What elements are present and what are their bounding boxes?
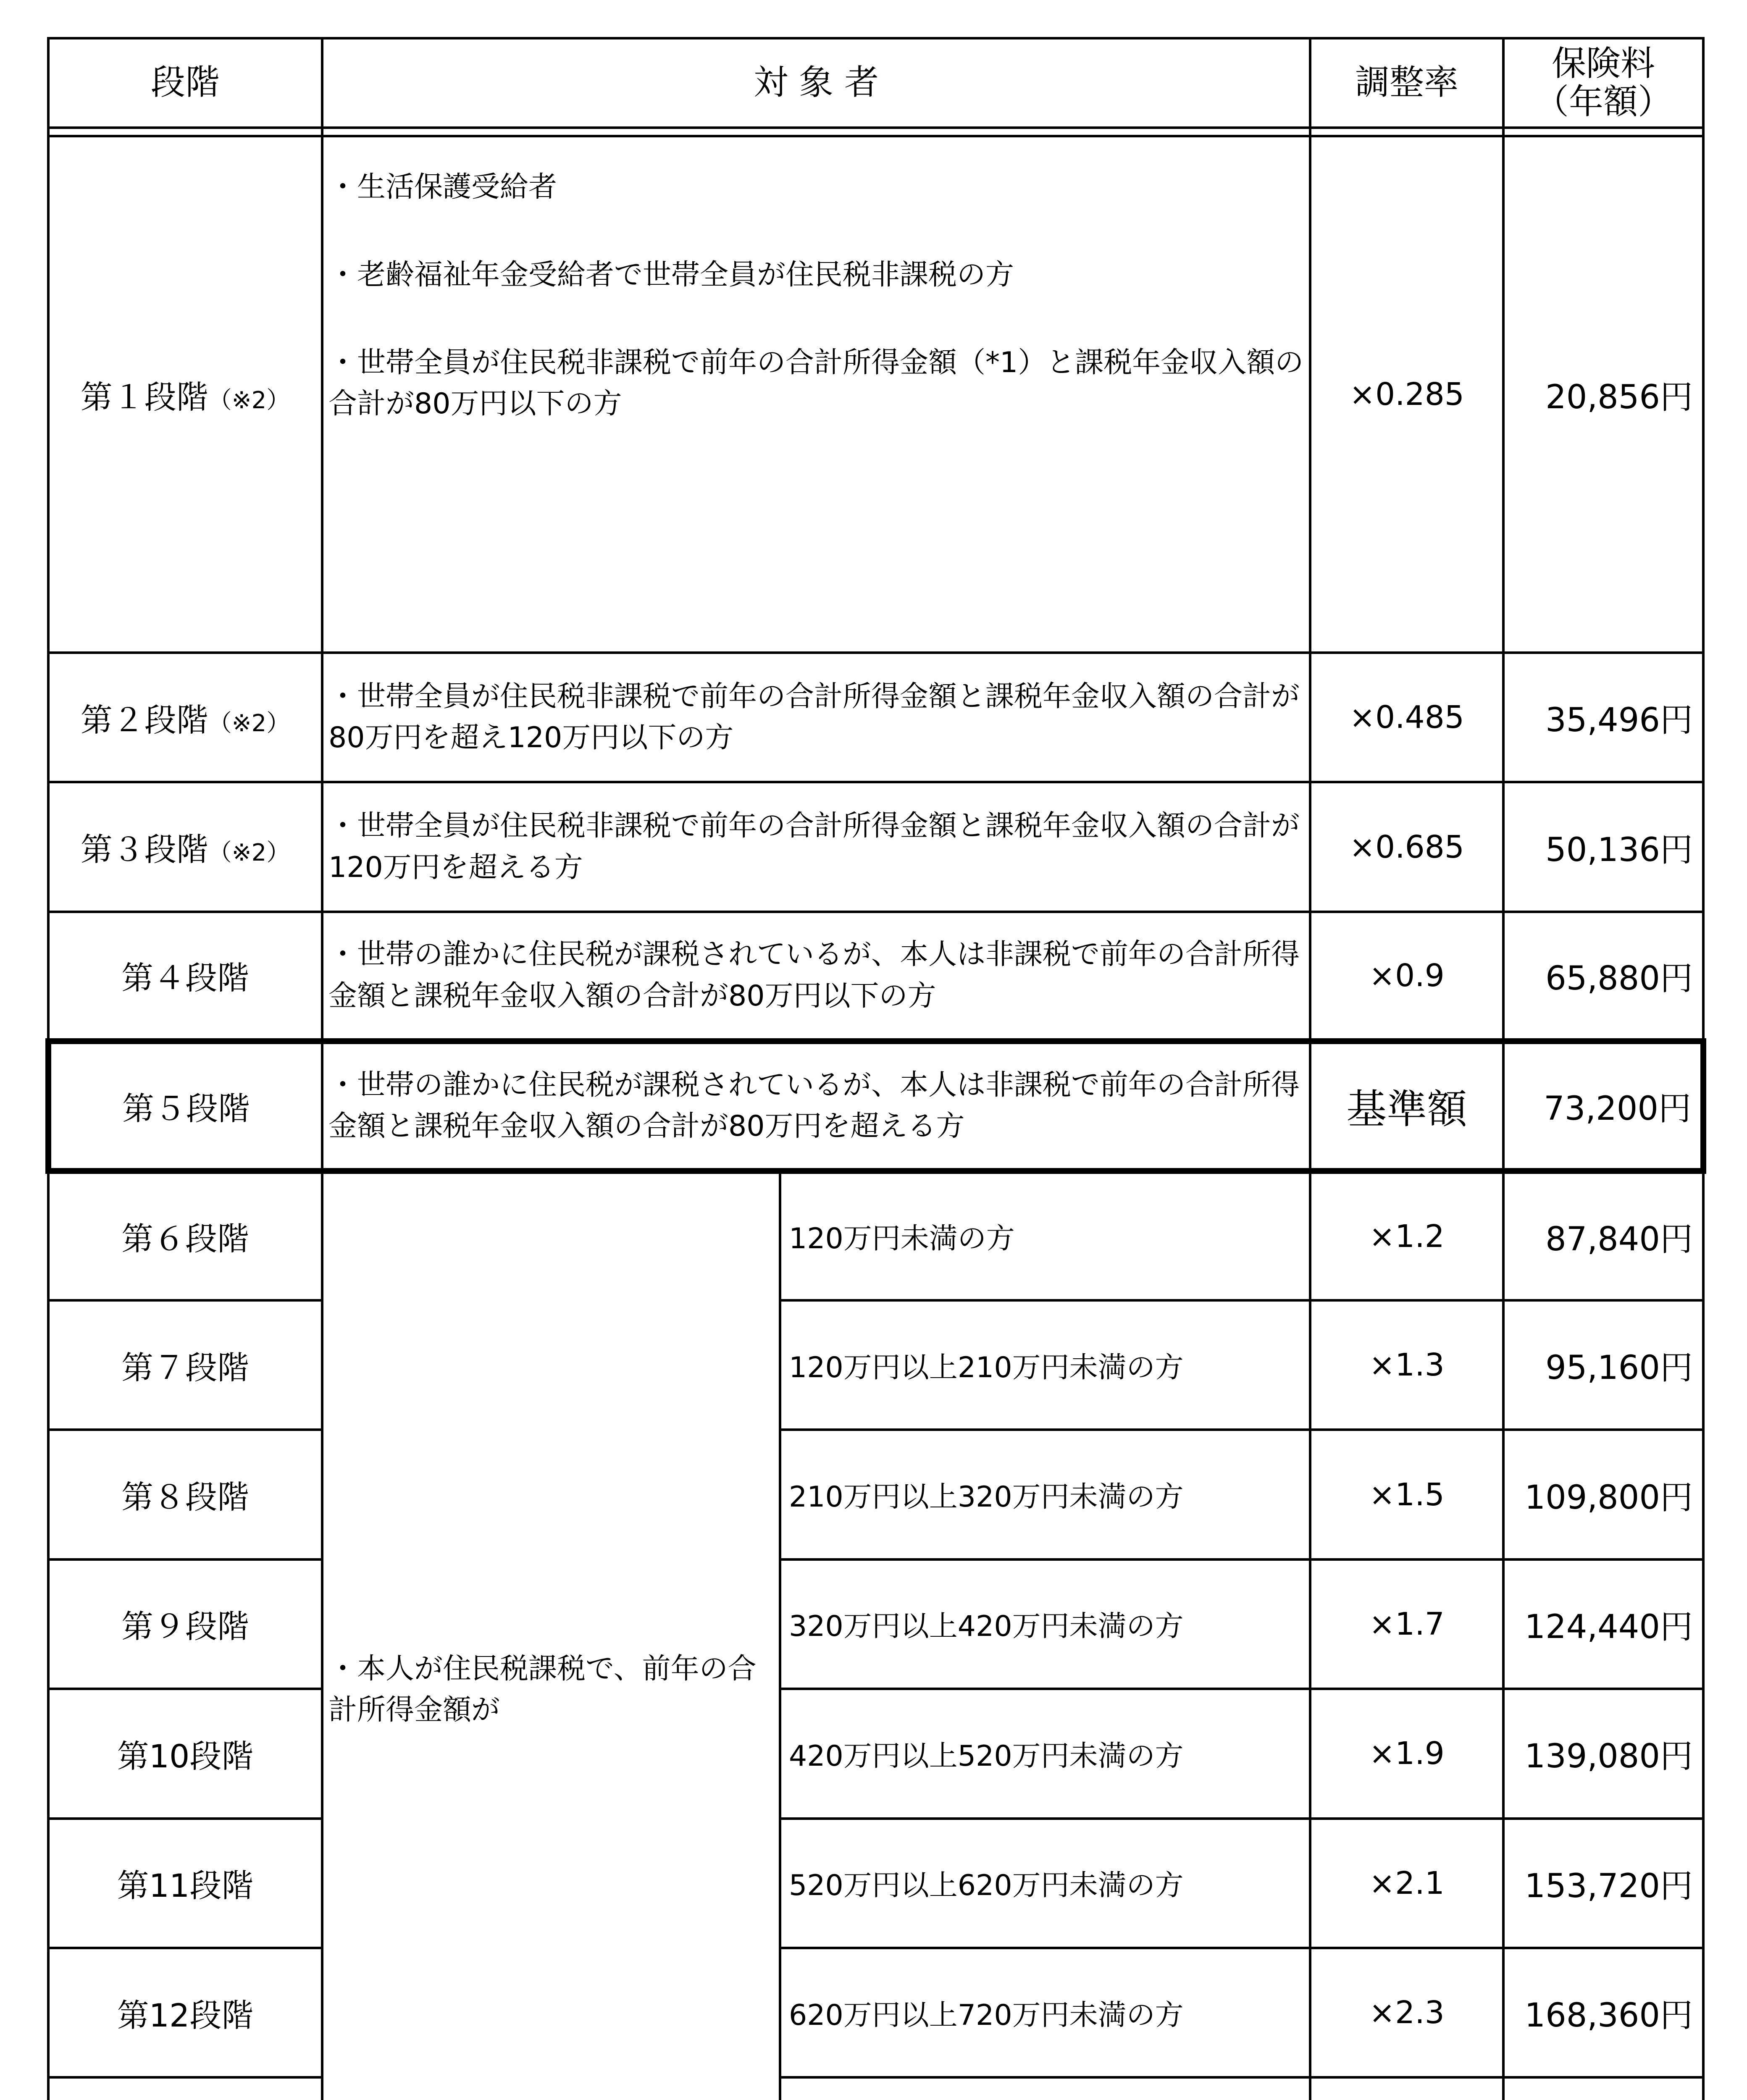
stage-label: 第２段階: [80, 701, 208, 739]
rate-cell: ×0.285: [1310, 136, 1503, 653]
stage-cell: 第12段階: [48, 1948, 322, 2077]
header-stage: 段階: [48, 38, 322, 128]
stage-cell: [48, 653, 322, 782]
header-fee: [1503, 38, 1703, 128]
fee-cell: 50,136円: [1503, 782, 1703, 911]
fee-cell: 153,720円: [1503, 1819, 1703, 1948]
stage-label: 第３段階: [80, 831, 208, 869]
header-fee-line1: 保険料: [1552, 44, 1655, 84]
fee-cell: 87,840円: [1503, 1171, 1703, 1300]
table-row: [48, 136, 1703, 653]
income-cell: 520万円以上620万円未満の方: [780, 1819, 1310, 1948]
stage-note: （※2）: [208, 839, 290, 867]
table-row: [48, 1171, 1703, 1300]
header-rate: 調整率: [1310, 38, 1503, 128]
stage-cell: 第８段階: [48, 1430, 322, 1559]
table-row: [48, 1689, 1703, 1818]
rate-cell: ×0.685: [1310, 782, 1503, 911]
fee-cell: 20,856円: [1503, 136, 1703, 653]
income-cell: 210万円以上320万円未満の方: [780, 1430, 1310, 1559]
fee-cell: 95,160円: [1503, 1300, 1703, 1430]
stage-cell: [48, 2077, 322, 2100]
rate-cell: ×0.485: [1310, 653, 1503, 782]
table-row: [48, 912, 1703, 1041]
income-cell: 420万円以上520万円未満の方: [780, 1689, 1310, 1818]
rate-cell: ×0.9: [1310, 912, 1503, 1041]
target-cell: ・世帯全員が住民税非課税で前年の合計所得金額と課税年金収入額の合計が80万円を超え120万円以下の方: [322, 653, 1310, 782]
table-row: [48, 2077, 1703, 2100]
header-row: [48, 38, 1703, 128]
stage-cell: [48, 782, 322, 911]
stage-cell: 第４段階: [48, 912, 322, 1041]
rate-cell: ×2.3: [1310, 1948, 1503, 2077]
table-row: [48, 782, 1703, 911]
target-cell: [322, 136, 1310, 653]
rate-cell: ×1.3: [1310, 1300, 1503, 1430]
fee-cell: 139,080円: [1503, 1689, 1703, 1818]
target-line: ・世帯全員が住民税非課税で前年の合計所得金額（*1）と課税年金収入額の合計が80万円以下の方: [328, 346, 1304, 421]
rate-cell: ×1.7: [1310, 1559, 1503, 1689]
double-rule: [48, 128, 1703, 136]
stage-cell: [48, 136, 322, 653]
rate-cell: ×1.9: [1310, 1689, 1503, 1818]
fee-cell: 109,800円: [1503, 1430, 1703, 1559]
rate-cell: ×1.5: [1310, 1430, 1503, 1559]
fee-cell: 124,440円: [1503, 1559, 1703, 1689]
stage-cell: 第10段階: [48, 1689, 322, 1818]
stage-cell: 第６段階: [48, 1171, 322, 1300]
target-line: ・老齢福祉年金受給者で世帯全員が住民税非課税の方: [328, 258, 1014, 291]
target-cell: ・世帯の誰かに住民税が課税されているが、本人は非課税で前年の合計所得金額と課税年金収入額の合計が80万円以下の方: [322, 912, 1310, 1041]
premium-table: [45, 37, 1706, 2100]
table-row: [48, 1948, 1703, 2077]
fee-cell: 65,880円: [1503, 912, 1703, 1041]
stage-note: （※2）: [208, 709, 290, 737]
table-row: [48, 1819, 1703, 1948]
fee-cell: 168,360円: [1503, 1948, 1703, 2077]
header-fee-line2: （年額）: [1534, 81, 1673, 122]
income-cell: 320万円以上420万円未満の方: [780, 1559, 1310, 1689]
rate-cell: ×2.1: [1310, 1819, 1503, 1948]
table-row: [48, 653, 1703, 782]
income-cell: 120万円以上210万円未満の方: [780, 1300, 1310, 1430]
income-cell: [780, 2077, 1310, 2100]
target-line: ・生活保護受給者: [328, 171, 557, 204]
stage-cell: 第５段階: [48, 1041, 322, 1171]
target-cell: ・世帯全員が住民税非課税で前年の合計所得金額と課税年金収入額の合計が120万円を超える方: [322, 782, 1310, 911]
stage-cell: 第11段階: [48, 1819, 322, 1948]
rate-cell: [1310, 2077, 1503, 2100]
rate-cell-base: 基準額: [1310, 1041, 1503, 1171]
income-cell: 120万円未満の方: [780, 1171, 1310, 1300]
taxed-target-cell: ・本人が住民税課税で、前年の合計所得金額が: [322, 1171, 780, 2100]
income-cell: 620万円以上720万円未満の方: [780, 1948, 1310, 2077]
fee-cell: 35,496円: [1503, 653, 1703, 782]
stage-cell: 第７段階: [48, 1300, 322, 1430]
target-cell: ・世帯の誰かに住民税が課税されているが、本人は非課税で前年の合計所得金額と課税年金収入額の合計が80万円を超える方: [322, 1041, 1310, 1171]
rate-cell: ×1.2: [1310, 1171, 1503, 1300]
fee-cell: [1503, 2077, 1703, 2100]
fee-cell: 73,200円: [1503, 1041, 1703, 1171]
stage-note: （※2）: [208, 386, 290, 414]
stage-label: 第１段階: [80, 378, 208, 416]
stage-cell: 第９段階: [48, 1559, 322, 1689]
header-target: 対 象 者: [322, 38, 1310, 128]
table-row: [48, 1430, 1703, 1559]
table-row: [48, 1559, 1703, 1689]
standard-row: [48, 1041, 1703, 1171]
table-row: [48, 1300, 1703, 1430]
